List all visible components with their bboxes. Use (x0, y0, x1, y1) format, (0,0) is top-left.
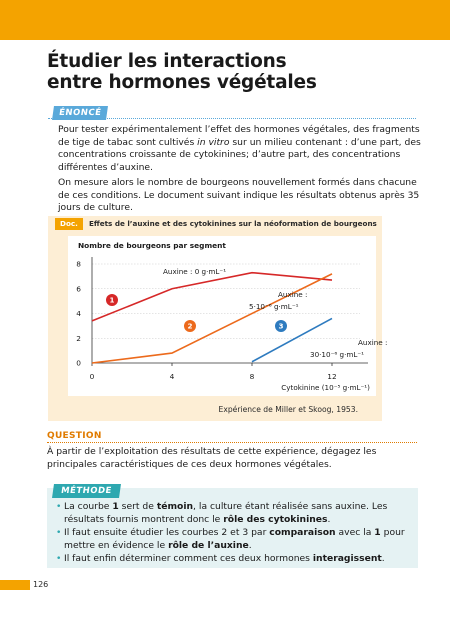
methode-item-text: Il faut enfin déterminer comment ces deux hormones (64, 553, 313, 564)
y-tick-label: 8 (76, 259, 81, 269)
question-divider (47, 442, 417, 443)
y-axis-label: Nombre de bourgeons par segment (78, 241, 226, 250)
y-tick-label: 2 (76, 333, 81, 343)
methode-item-text: . (327, 513, 331, 525)
page-number: 126 (33, 580, 49, 589)
series-2-line (92, 274, 332, 363)
methode-item-text: avec la (335, 527, 375, 538)
methode-item-text: La courbe (64, 501, 113, 512)
x-tick-label: 12 (327, 372, 337, 381)
bullet-icon: • (56, 553, 62, 564)
y-tick-label: 0 (76, 358, 81, 368)
series-3-marker-label: 3 (278, 321, 284, 331)
bullet-icon: • (56, 501, 62, 512)
methode-item-text: comparaison (269, 527, 336, 538)
document-source: Expérience de Miller et Skoog, 1953. (218, 405, 358, 414)
methode-item-text: témoin (156, 501, 194, 512)
methode-item-text: Il faut ensuite étudier les courbes 2 et 3 par (64, 527, 270, 538)
methode-item-text: pour mettre en évidence le (64, 527, 405, 551)
annotation-text: 5·10⁻⁶ g·mL⁻¹ (249, 302, 299, 311)
methode-item (56, 527, 414, 552)
series-2-marker-label: 2 (187, 321, 193, 331)
methode-item-text: 1 (374, 527, 381, 538)
annotation-text: Auxine : (278, 290, 308, 299)
methode-badge: MÉTHODE (52, 484, 121, 498)
x-tick-label: 0 (89, 372, 95, 381)
title-line-1: Étudier les interactions (47, 51, 287, 72)
methode-item (56, 501, 414, 526)
question-label: QUESTION (47, 431, 102, 441)
annotation-text: Auxine : (358, 338, 388, 347)
page-number-bar (0, 580, 30, 590)
methode-item-text: . (248, 539, 252, 551)
bullet-icon: • (56, 527, 62, 538)
enonce-paragraph-2: On mesure alors le nombre de bourgeons nouvellement formés dans chacune de ces conditions. Le document suivant indique les résultats obtenus après 35 jours de culture. (58, 176, 420, 214)
methode-item (56, 553, 414, 566)
document-tag: Doc. (55, 218, 83, 230)
methode-item-text: , la culture étant réalisée sans auxine. Les résultats fournis montrent donc le (64, 501, 388, 525)
x-tick-label: 4 (169, 372, 175, 381)
enonce-badge: ÉNONCÉ (52, 106, 108, 120)
title-line-2: entre hormones végétales (47, 72, 317, 93)
y-tick-label: 4 (76, 309, 81, 319)
enonce-paragraph-1: Pour tester expérimentalement l’effet des hormones végétales, des fragments de tige de tabac sont cultivés in vitro sur un milieu contenant : d’une part, des concentrations croissante de cytokinines; d’autre part, des concentrations différentes d’auxine. (58, 124, 421, 174)
methode-item-text: . (381, 553, 385, 564)
document-title: Effets de l’auxine et des cytokinines sur la néoformation de bourgeons (89, 219, 377, 228)
methode-item-text: rôle des cytokinines (223, 513, 328, 525)
methode-item-text: sert de (118, 501, 157, 512)
methode-list (56, 501, 414, 567)
x-axis-label: Cytokinine (10⁻⁵ g·mL⁻¹) (281, 383, 370, 392)
x-tick-label: 8 (249, 372, 255, 381)
annotation-text: 30·10⁻⁶ g·mL⁻¹ (310, 350, 365, 359)
series-1-marker-label: 1 (109, 295, 115, 305)
question-text: À partir de l’exploitation des résultats de cette expérience, dégagez les principales caractéristiques de ces deux hormones végétales. (47, 446, 377, 470)
y-tick-label: 6 (76, 284, 81, 294)
methode-item-text: 1 (112, 501, 119, 512)
methode-item-text: rôle de l’auxine (168, 539, 249, 551)
methode-item-text: interagissent (312, 553, 382, 564)
annotation-text: Auxine : 0 g·mL⁻¹ (163, 267, 227, 276)
